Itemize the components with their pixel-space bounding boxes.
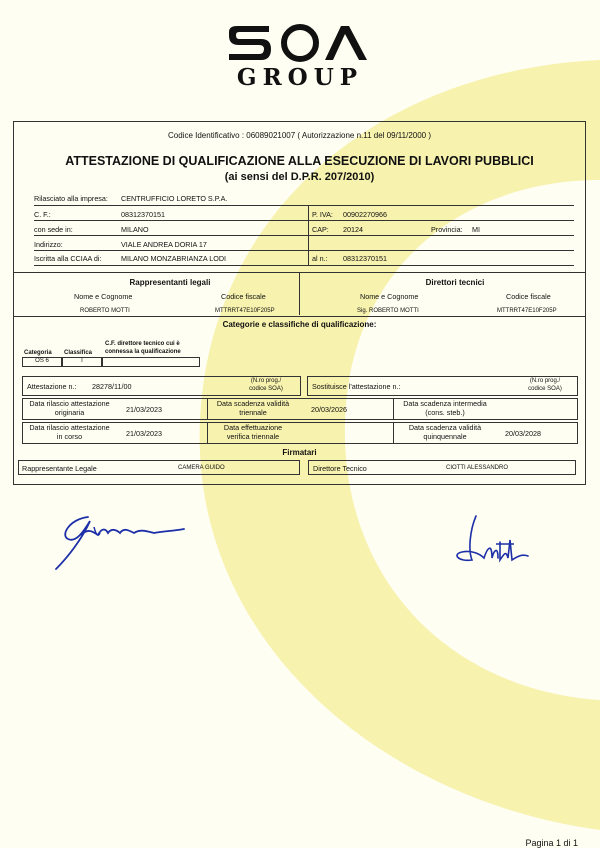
legal-name-col: Nome e Cognome	[74, 292, 133, 301]
al-n-label: al n.:	[312, 254, 328, 263]
legal-signatory-value: CAMERA GUIDO	[178, 465, 225, 471]
categories-heading: Categorie e classifiche di qualificazione:	[222, 320, 377, 329]
cf-label: C. F.:	[34, 210, 51, 219]
class-col: Classifica	[64, 350, 93, 356]
piva-label: P. IVA:	[312, 210, 333, 219]
cf-value: 08312370151	[121, 210, 165, 219]
cciaa-value: MILANO MONZABRIANZA LODI	[121, 254, 227, 263]
intermediate-label-1: Data scadenza intermedia	[403, 399, 487, 408]
verification-label-1: Data effettuazione	[223, 423, 283, 432]
quinquennial-label-2: quinquennale	[423, 432, 467, 441]
tech-cf-col: Codice fiscale	[506, 292, 551, 301]
issued-label: Rilasciato alla impresa:	[34, 194, 108, 203]
category-value: OS 6	[35, 358, 49, 364]
orig-date-label-2: originaria	[54, 408, 85, 417]
triennial-label-2: triennale	[239, 408, 267, 417]
sede-label: con sede in:	[34, 225, 73, 234]
legal-rep-cf: MTTRRT47E10F205P	[215, 308, 275, 314]
logo-group-text: GROUP	[236, 64, 364, 91]
cciaa-label: Iscritta alla CCIAA di:	[34, 254, 102, 263]
address-value: VIALE ANDREA DORIA 17	[121, 240, 207, 249]
page-number: Pagina 1 di 1	[525, 838, 578, 848]
legal-cf-col: Codice fiscale	[221, 292, 266, 301]
document-subtitle: (ai sensi del D.P.R. 207/2010)	[224, 171, 375, 183]
nro-prog-a-2: codice SOA)	[249, 386, 283, 392]
legal-signatory-label: Rappresentante Legale	[22, 464, 97, 473]
nro-prog-b-1: (N.ro prog./	[529, 378, 561, 384]
current-date-value: 21/03/2023	[126, 429, 162, 438]
province-label: Provincia:	[431, 225, 463, 234]
orig-date-label-1: Data rilascio attestazione	[29, 399, 110, 408]
tech-director-name: Sig. ROBERTO MOTTI	[357, 308, 419, 314]
triennial-label-1: Data scadenza validità	[216, 399, 290, 408]
tech-signatory-label: Direttore Tecnico	[313, 464, 367, 473]
current-date-label-2: in corso	[56, 432, 83, 441]
tech-name-col: Nome e Cognome	[360, 292, 419, 301]
company-name: CENTRUFFICIO LORETO S.P.A.	[121, 194, 228, 203]
sede-value: MILANO	[121, 225, 149, 234]
nro-prog-a-1: (N.ro prog./	[250, 378, 282, 384]
soa-logo-mark	[225, 22, 375, 66]
triennial-value: 20/03/2026	[311, 405, 347, 414]
director-cf-col-1: C.F. direttore tecnico cui è	[105, 341, 180, 347]
address-label: Indirizzo:	[34, 240, 63, 249]
province-value: MI	[472, 225, 480, 234]
category-col: Categoria	[24, 350, 52, 356]
legal-rep-name: ROBERTO MOTTI	[80, 308, 130, 314]
cap-label: CAP:	[312, 225, 329, 234]
replaces-label: Sostituisce l'attestazione n.:	[312, 382, 401, 391]
current-date-label-1: Data rilascio attestazione	[29, 423, 110, 432]
director-cf-col-2: connessa la qualificazione	[105, 349, 181, 355]
class-value: I	[81, 358, 83, 364]
tech-signatory-value: CIOTTI ALESSANDRO	[446, 465, 509, 471]
director-cf-cell	[102, 357, 200, 367]
orig-date-value: 21/03/2023	[126, 405, 162, 414]
identification-code: Codice Identificativo : 06089021007 ( Autorizzazione n.11 del 09/11/2000 )	[168, 131, 431, 140]
soa-logo	[0, 22, 600, 91]
legal-representative-signature	[50, 505, 190, 575]
quinquennial-label-1: Data scadenza validità	[408, 423, 482, 432]
verification-label-2: verifica triennale	[226, 432, 280, 441]
signatories-heading: Firmatari	[282, 448, 317, 457]
legal-reps-heading: Rappresentanti legali	[129, 278, 211, 287]
al-n-value: 08312370151	[343, 254, 387, 263]
attestation-number-value: 28278/11/00	[92, 382, 132, 391]
document-title: ATTESTAZIONE DI QUALIFICAZIONE ALLA ESECUZIONE DI LAVORI PUBBLICI	[65, 154, 534, 168]
cap-value: 20124	[343, 225, 363, 234]
intermediate-label-2: (cons. steb.)	[425, 408, 465, 417]
quinquennial-value: 20/03/2028	[505, 429, 541, 438]
technical-director-signature	[448, 510, 538, 570]
piva-value: 00902270966	[343, 210, 387, 219]
attestation-number-label: Attestazione n.:	[27, 382, 77, 391]
tech-directors-heading: Direttori tecnici	[425, 278, 485, 287]
tech-director-cf: MTTRRT47E10F205P	[497, 308, 557, 314]
nro-prog-b-2: codice SOA)	[528, 386, 562, 392]
